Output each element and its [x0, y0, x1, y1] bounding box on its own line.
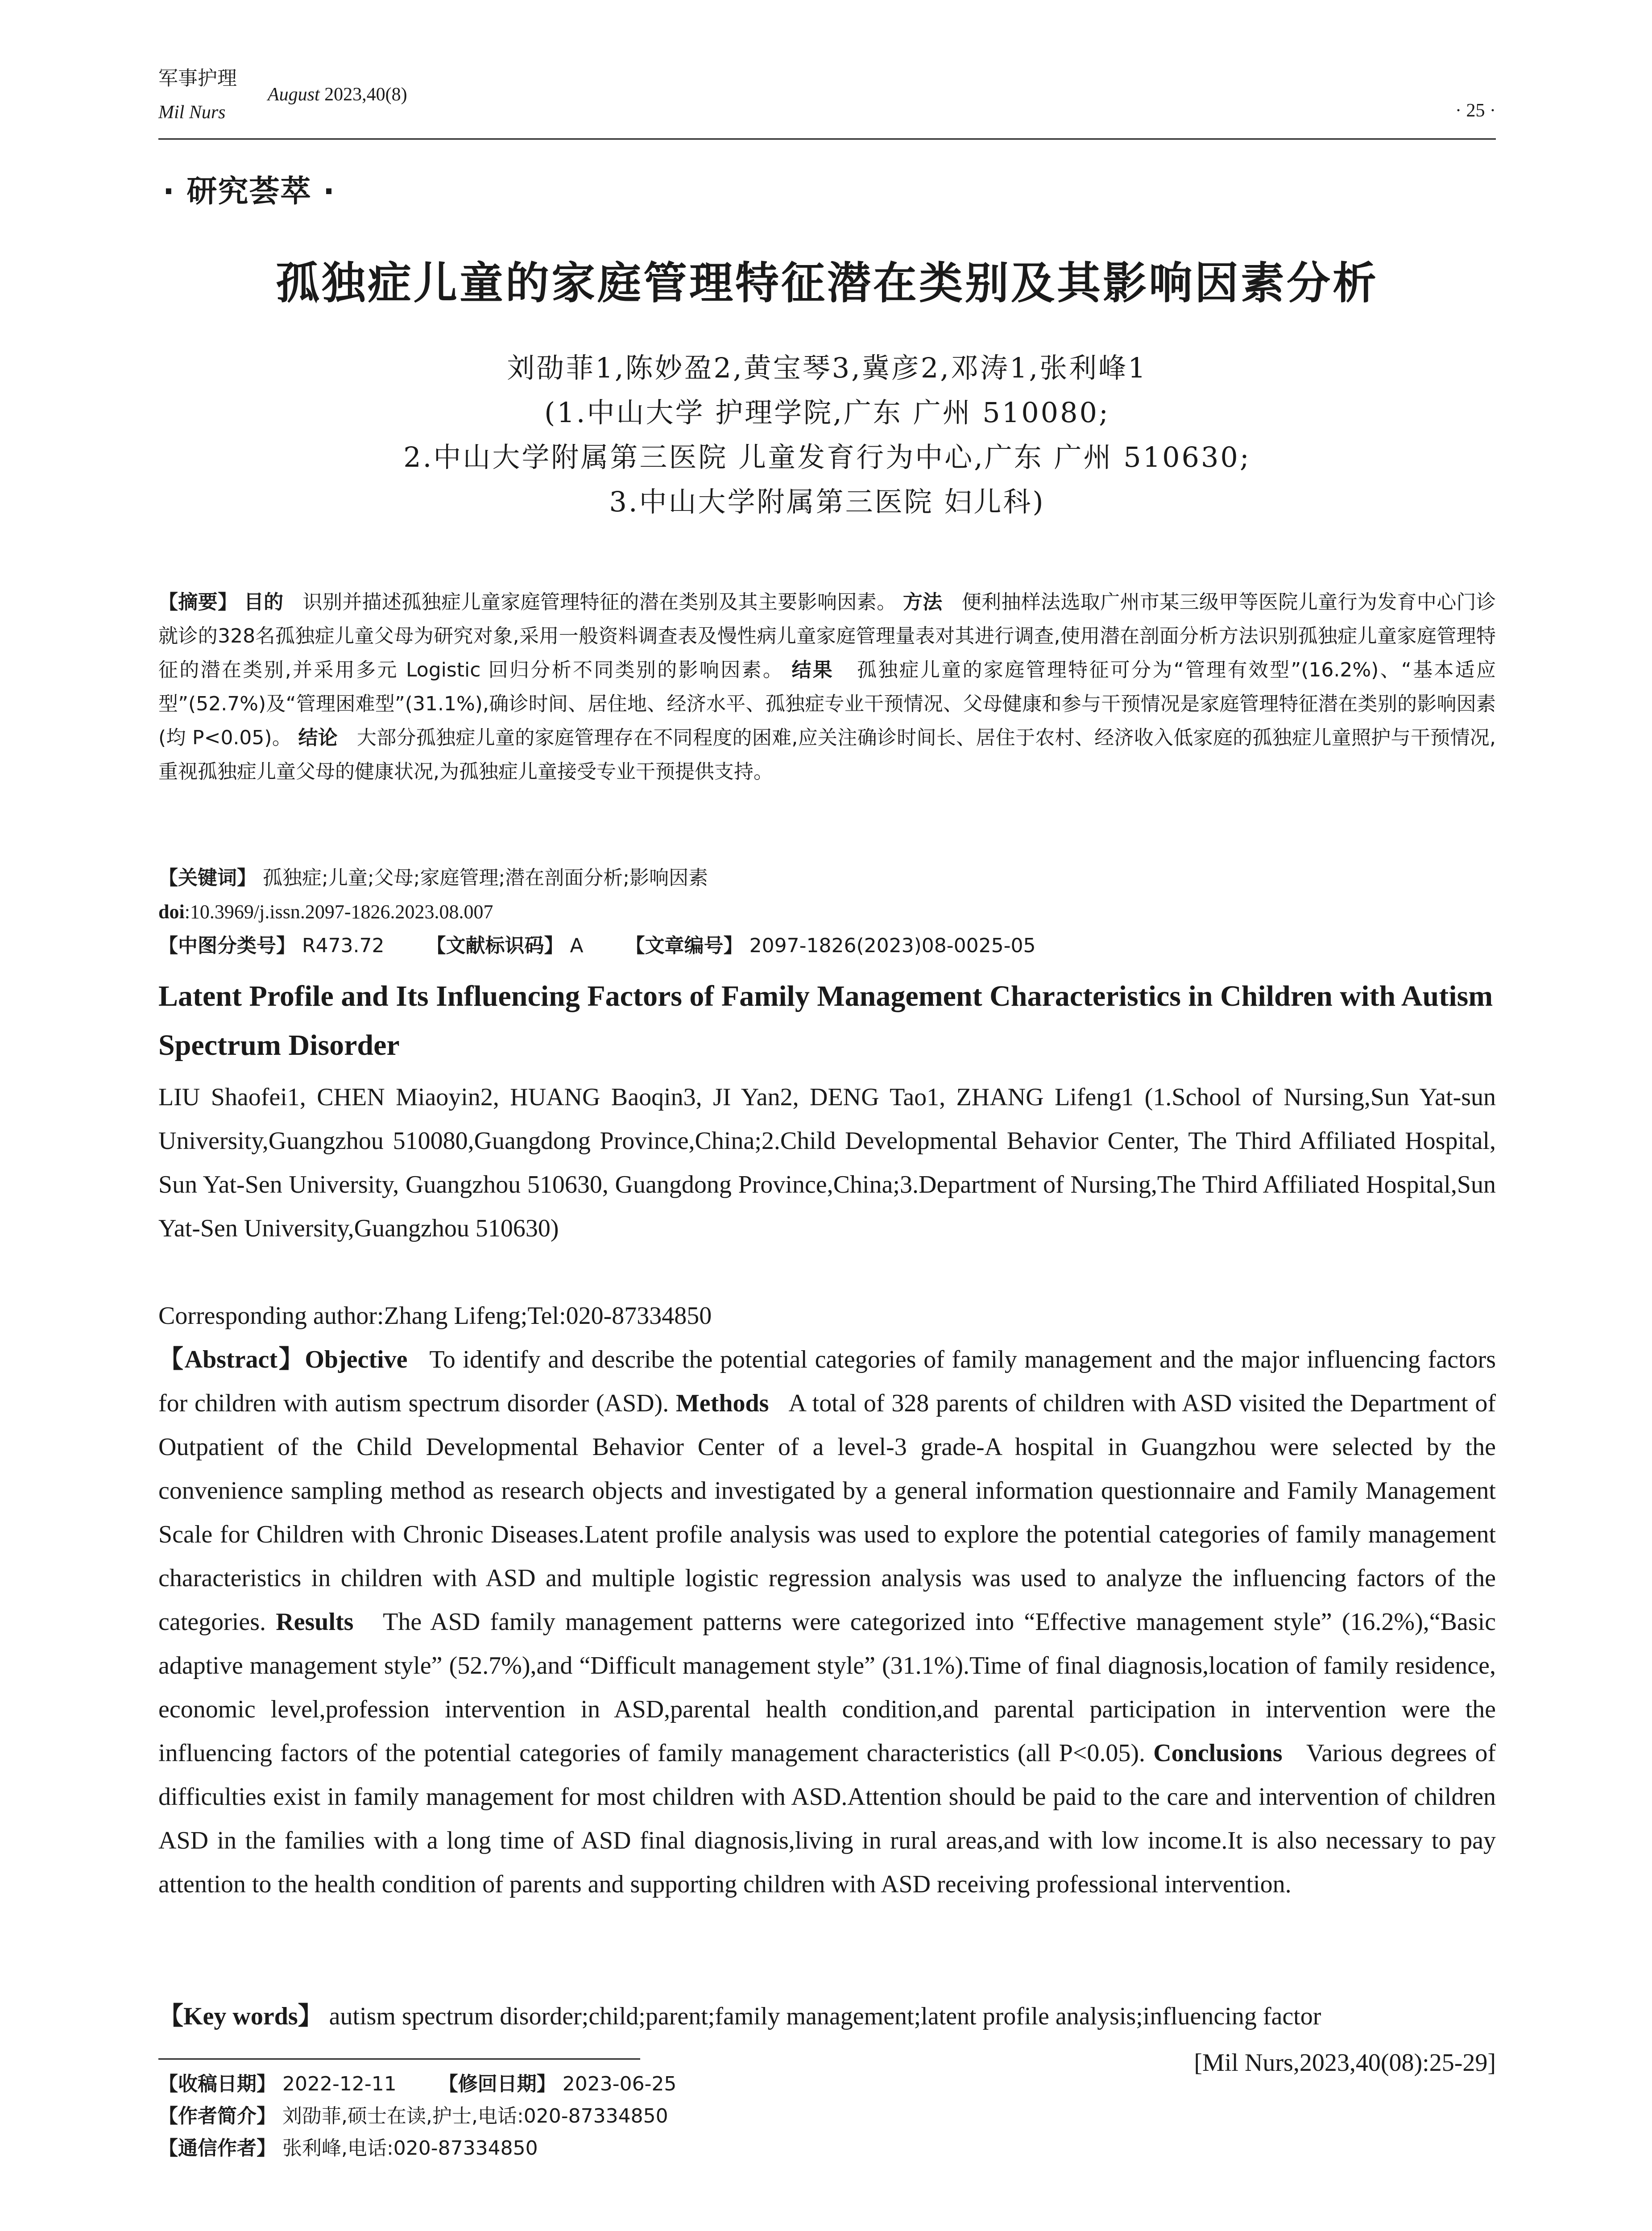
doi-value: :10.3969/j.issn.2097-1826.2023.08.007 [184, 901, 493, 923]
corresponding-cn-label: 【通信作者】 [158, 2137, 276, 2160]
article-title-en: Latent Profile and Its Influencing Factors of Family Management Characteristics in Children with Autism Spectrum Disorder [158, 980, 1493, 1062]
authors-en: LIU Shaofei1, CHEN Miaoyin2, HUANG Baoqin3, JI Yan2, DENG Tao1, ZHANG Lifeng1 (1.School of Nursing,Sun Yat-sun University,Guangzhou 510080,Guangdong Province,China;2.Child Developmental Behavior Center, The Third Affiliated Hospital, Sun Yat-Sen University, Guangzhou 510630, Guangdong Province,China;3.Department of Nursing,The Third Affiliated Hospital,Sun Yat-Sen University,Guangzhou 510630) [158, 1083, 1496, 1242]
keywords-en-label: 【Key words】 [158, 2003, 323, 2030]
conclusion-cn-label: 结论 [298, 726, 338, 749]
header-rule [158, 138, 1496, 140]
methods-cn-text: 便利抽样法选取广州市某三级甲等医院儿童行为发育中心门诊就诊的328名孤独症儿童父母为研究对象,采用一般资料调查表及慢性病儿童家庭管理量表对其进行调查,使用潜在剖面分析方法识别孤独症儿童家庭管理特征的潜在类别,并采用多元 Logistic 回归分析不同类别的影响因素。 [158, 591, 1496, 681]
revised-label: 【修回日期】 [438, 2073, 556, 2095]
doi-line [158, 895, 1496, 929]
abstract-cn-label: 【摘要】 [158, 591, 238, 614]
results-cn-label: 结果 [791, 659, 834, 681]
footnote-dates [158, 2068, 1140, 2100]
doc-code-value: A [570, 934, 584, 957]
received-date: 2022-12-11 [282, 2073, 397, 2095]
article-title-cn: 孤独症儿童的家庭管理特征潜在类别及其影响因素分析 [275, 258, 1379, 309]
abstract-en-label: 【Abstract】 [158, 1346, 305, 1373]
issue-info [268, 83, 407, 106]
methods-en-text: A total of 328 parents of children with ASD visited the Department of Outpatient of the Child Developmental Behavior Center of a level-3 grade-A hospital in Guangzhou were selected by the convenience sampling method as research objects and investigated by a general information questionnaire and Family Management Scale for Children with Chronic Diseases.Latent profile analysis was used to explore the potential categories of family management characteristics in children with ASD and multiple logistic regression analysis was used to analyze the influencing factors of the categories. [158, 1389, 1496, 1636]
doi-label: doi [158, 901, 185, 923]
abstract-cn [158, 585, 1496, 789]
footnote-rule [158, 2058, 640, 2060]
conclusions-en-text: Various degrees of difficulties exist in family management for most children with ASD.Attention should be paid to the care and intervention of children ASD in the families with a long time of ASD final diagnosis,living in rural areas,and with low income.It is also necessary to pay attention to the health condition of parents and supporting children with ASD receiving professional intervention. [158, 1739, 1496, 1898]
footnote-author-bio [158, 2100, 1140, 2132]
conclusion-cn-text: 大部分孤独症儿童的家庭管理存在不同程度的困难,应关注确诊时间长、居住于农村、经济收入低家庭的孤独症儿童照护与干预情况,重视孤独症儿童父母的健康状况,为孤独症儿童接受专业干预提供支持。 [158, 726, 1496, 783]
objective-cn-label: 目的 [244, 591, 284, 614]
journal-name-cn: 军事护理 [158, 67, 237, 90]
keywords-cn-label: 【关键词】 [158, 867, 257, 889]
results-cn-text: 孤独症儿童的家庭管理特征可分为“管理有效型”(16.2%)、“基本适应型”(52.7%)及“管理困难型”(31.1%),确诊时间、居住地、经济水平、孤独症专业干预情况、父母健康和参与干预情况是家庭管理特征潜在类别的影响因素(均 P<0.05)。 [158, 659, 1496, 749]
affiliation-cn-2: 2.中山大学附属第三医院 儿童发育行为中心,广东 广州 510630; [403, 441, 1251, 473]
results-en-label: Results [276, 1608, 354, 1636]
authors-cn: 刘劭菲1,陈妙盈2,黄宝琴3,冀彦2,邓涛1,张利峰1 [507, 352, 1147, 384]
clc-value: R473.72 [302, 934, 385, 957]
abstract-en [158, 1338, 1496, 1906]
article-no-value: 2097-1826(2023)08-0025-05 [749, 934, 1036, 957]
classification-line [158, 929, 1496, 963]
methods-en-label: Methods [675, 1389, 769, 1417]
affiliation-cn-3: 3.中山大学附属第三医院 妇儿科) [609, 485, 1045, 518]
results-en-text: The ASD family management patterns were categorized into “Effective management style” (16.2%),“Basic adaptive management style” (52.7%),and “Difficult management style” (31.1%).Time of final diagnosis,location of family residence, economic level,profession intervention in ASD,parental health condition,and parental participation in intervention were the influencing factors of the potential categories of family management characteristics (all P<0.05). [158, 1608, 1496, 1767]
objective-en-label: Objective [305, 1346, 408, 1373]
corresponding-cn-text: 张利峰,电话:020-87334850 [282, 2137, 538, 2160]
keywords-en [158, 1995, 1496, 2038]
keywords-en-text: autism spectrum disorder;child;parent;family management;latent profile analysis;influencing factor [329, 2003, 1321, 2030]
column-tag: · 研究荟萃 · [163, 174, 336, 209]
clc-label: 【中图分类号】 [158, 934, 296, 957]
article-no-label: 【文章编号】 [625, 934, 743, 957]
corresponding-author-en: Corresponding author:Zhang Lifeng;Tel:020-87334850 [158, 1302, 712, 1330]
keywords-cn [158, 861, 1496, 895]
objective-cn-text: 识别并描述孤独症儿童家庭管理特征的潜在类别及其主要影响因素。 [302, 591, 897, 614]
author-bio-text: 刘劭菲,硕士在读,护士,电话:020-87334850 [282, 2105, 668, 2127]
methods-cn-label: 方法 [903, 591, 943, 614]
keywords-cn-text: 孤独症;儿童;父母;家庭管理;潜在剖面分析;影响因素 [263, 867, 708, 889]
page-number: · 25 · [1455, 100, 1496, 121]
citation: [Mil Nurs,2023,40(08):25-29] [1194, 2049, 1496, 2077]
doc-code-label: 【文献标识码】 [426, 934, 564, 957]
revised-date: 2023-06-25 [562, 2073, 677, 2095]
issue-month: August [268, 84, 320, 105]
conclusions-en-label: Conclusions [1153, 1739, 1283, 1767]
objective-en-text: To identify and describe the potential categories of family management and the major influencing factors for children with autism spectrum disorder (ASD). [158, 1346, 1496, 1417]
journal-abbreviation: Mil Nurs [158, 102, 226, 123]
issue-volume: 2023,40(8) [324, 84, 407, 105]
author-bio-label: 【作者简介】 [158, 2105, 276, 2127]
footnote-corresponding [158, 2132, 1140, 2165]
authors-block-cn [158, 346, 1496, 524]
received-label: 【收稿日期】 [158, 2073, 276, 2095]
affiliation-cn-1: (1.中山大学 护理学院,广东 广州 510080; [544, 396, 1110, 429]
